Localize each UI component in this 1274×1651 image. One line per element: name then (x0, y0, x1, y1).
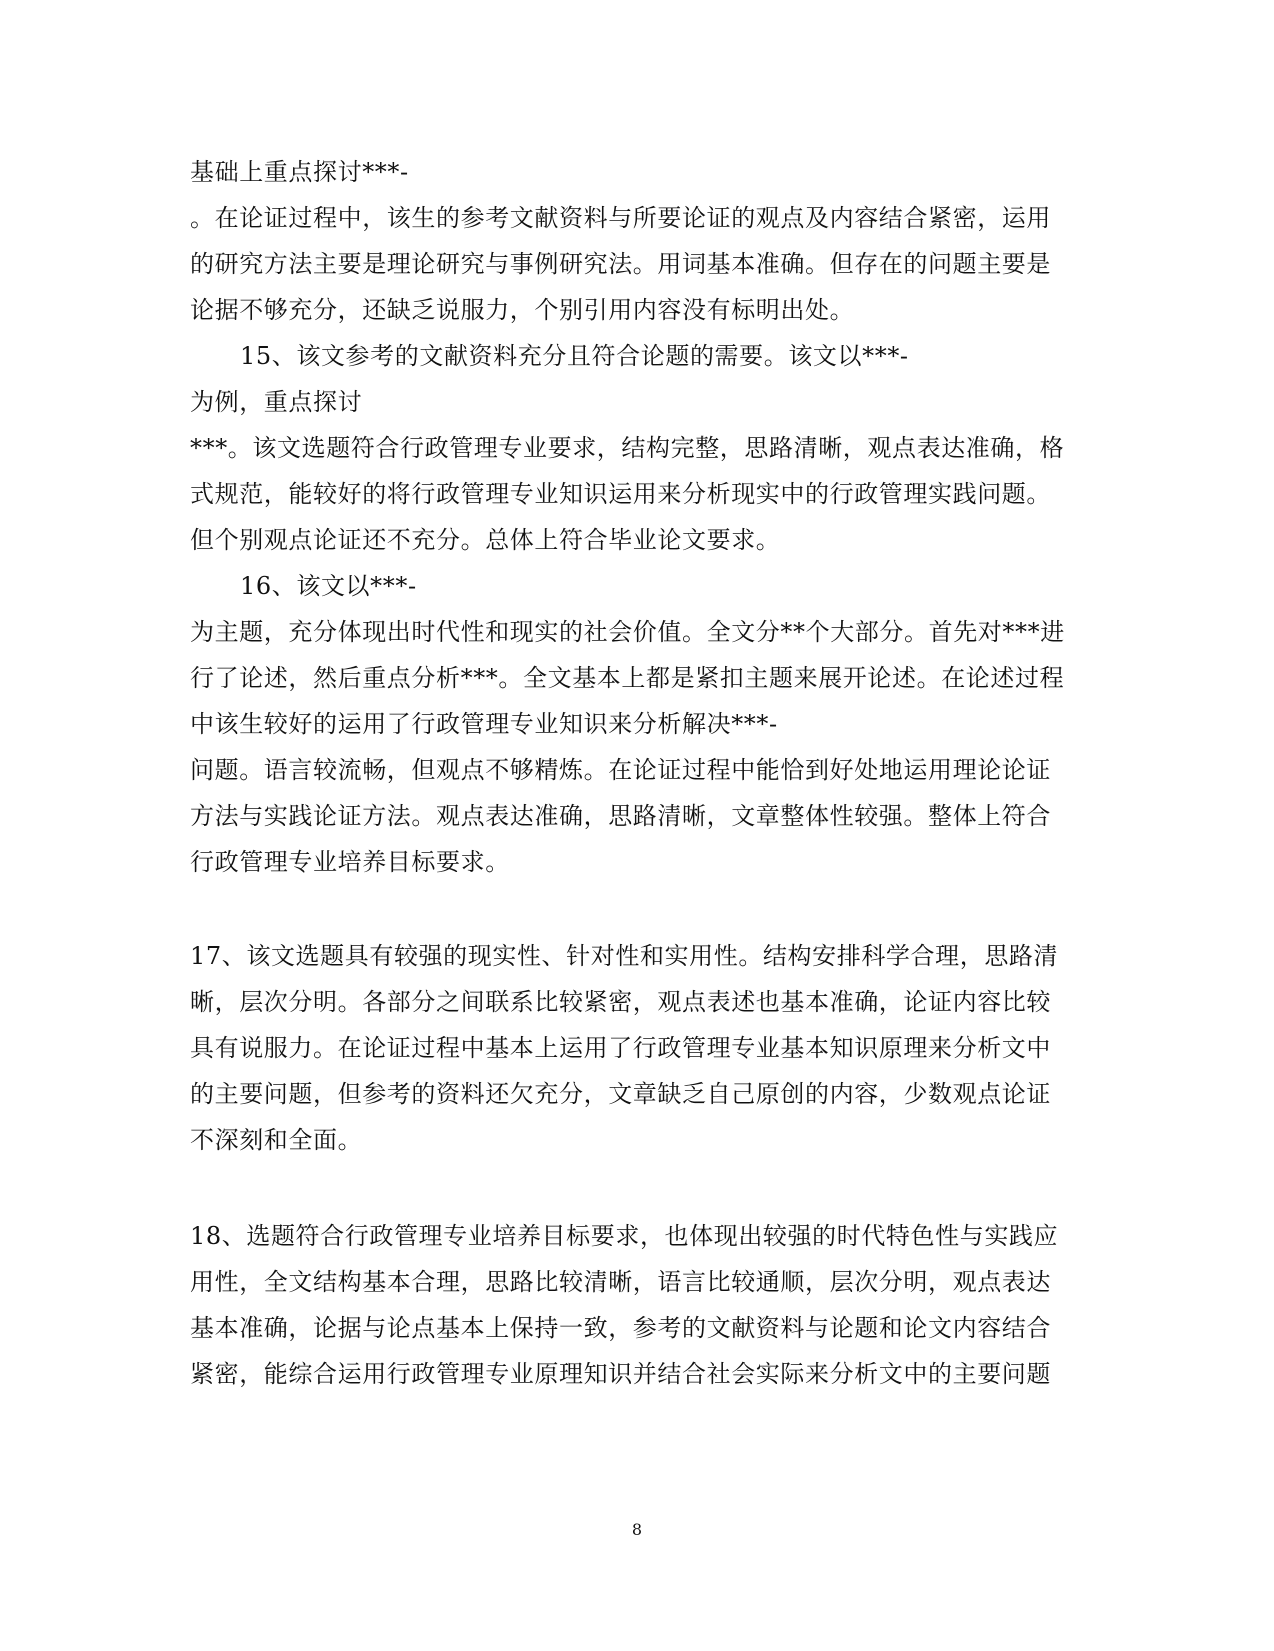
text-line: 。在论证过程中，该生的参考文献资料与所要论证的观点及内容结合紧密，运用 (190, 204, 1051, 232)
text-line: ***。该文选题符合行政管理专业要求，结构完整，思路清晰，观点表达准确，格 (190, 434, 1065, 462)
paragraph-16-start: 16、该文以***- (240, 572, 417, 600)
text-line: 为例，重点探讨 (190, 388, 363, 416)
text-line: 论据不够充分，还缺乏说服力，个别引用内容没有标明出处。 (190, 296, 855, 324)
text-line: 行了论述，然后重点分析***。全文基本上都是紧扣主题来展开论述。在论述过程 (190, 664, 1065, 692)
text-line: 的研究方法主要是理论研究与事例研究法。用词基本准确。但存在的问题主要是 (190, 250, 1051, 278)
text-line: 基础上重点探讨***- (190, 158, 409, 186)
text-line: 方法与实践论证方法。观点表达准确，思路清晰，文章整体性较强。整体上符合 (190, 802, 1051, 830)
paragraph-15-start: 15、该文参考的文献资料充分且符合论题的需要。该文以***- (240, 342, 909, 370)
text-line: 用性，全文结构基本合理，思路比较清晰，语言比较通顺，层次分明，观点表达 (190, 1268, 1051, 1296)
text-line: 不深刻和全面。 (190, 1126, 363, 1154)
paragraph-17-start: 17、该文选题具有较强的现实性、针对性和实用性。结构安排科学合理，思路清 (190, 942, 1059, 970)
text-line: 行政管理专业培养目标要求。 (190, 848, 510, 876)
text-line: 式规范，能较好的将行政管理专业知识运用来分析现实中的行政管理实践问题。 (190, 480, 1051, 508)
text-line: 紧密，能综合运用行政管理专业原理知识并结合社会实际来分析文中的主要问题 (190, 1360, 1051, 1388)
text-line: 晰，层次分明。各部分之间联系比较紧密，观点表述也基本准确，论证内容比较 (190, 988, 1051, 1016)
text-line: 但个别观点论证还不充分。总体上符合毕业论文要求。 (190, 526, 781, 554)
page-number: 8 (631, 1520, 643, 1539)
text-line: 具有说服力。在论证过程中基本上运用了行政管理专业基本知识原理来分析文中 (190, 1034, 1051, 1062)
text-line: 基本准确，论据与论点基本上保持一致，参考的文献资料与论题和论文内容结合 (190, 1314, 1051, 1342)
text-line: 问题。语言较流畅，但观点不够精炼。在论证过程中能恰到好处地运用理论论证 (190, 756, 1051, 784)
paragraph-18-start: 18、选题符合行政管理专业培养目标要求，也体现出较强的时代特色性与实践应 (190, 1222, 1059, 1250)
text-line: 为主题，充分体现出时代性和现实的社会价值。全文分**个大部分。首先对***进 (190, 618, 1065, 646)
text-line: 的主要问题，但参考的资料还欠充分，文章缺乏自己原创的内容，少数观点论证 (190, 1080, 1051, 1108)
text-line: 中该生较好的运用了行政管理专业知识来分析解决***- (190, 710, 778, 738)
